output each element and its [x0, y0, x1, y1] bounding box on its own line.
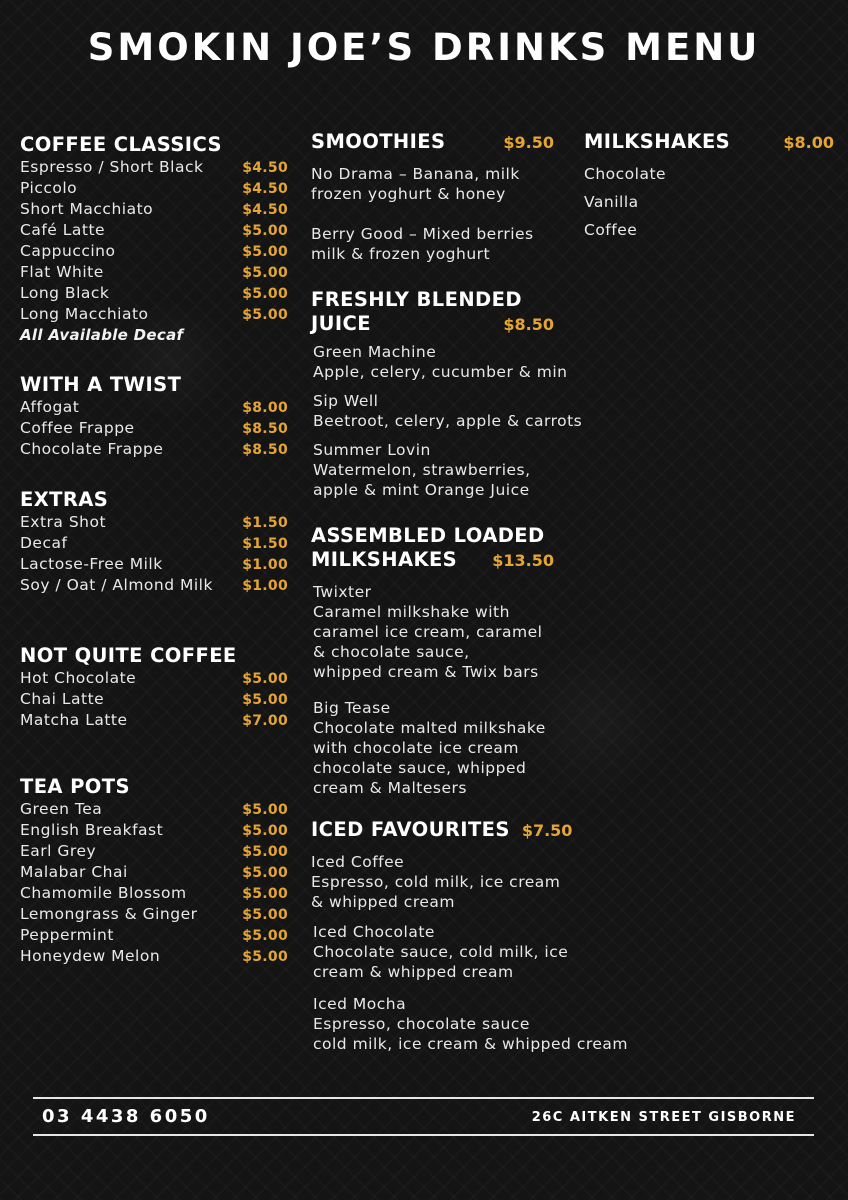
item-description: Watermelon, strawberries, apple & mint Orange Juice	[313, 461, 531, 499]
item-price: $1.00	[242, 557, 288, 573]
smoothie-item: Berry Good – Mixed berries milk & frozen yoghurt	[311, 225, 534, 263]
menu-item-row	[20, 710, 288, 731]
item-name: Earl Grey	[20, 842, 97, 860]
menu-item-row	[20, 241, 288, 262]
item-price: $5.00	[242, 928, 288, 944]
menu-item-row	[20, 178, 288, 199]
item-name: Extra Shot	[20, 513, 107, 531]
smoothies-section	[311, 130, 554, 264]
item-price: $1.50	[242, 536, 288, 552]
iced-favourites-section	[311, 818, 651, 1054]
section-heading: ASSEMBLED LOADED	[311, 524, 545, 547]
item-description: Beetroot, celery, apple & carrots	[313, 412, 583, 430]
item-price: $8.50	[242, 442, 288, 458]
item-name: Long Black	[20, 284, 110, 302]
item-name: Chocolate Frappe	[20, 440, 164, 458]
item-name: English Breakfast	[20, 821, 164, 839]
item-name: Chai Latte	[20, 690, 105, 708]
not-quite-coffee-section	[20, 644, 288, 731]
item-name: Lemongrass & Ginger	[20, 905, 198, 923]
menu-item-row	[20, 841, 288, 862]
coffee-classics-list	[20, 157, 288, 325]
smoothie-item: No Drama – Banana, milk frozen yoghurt & honey	[311, 165, 520, 203]
menu-item-row	[20, 820, 288, 841]
item-price: $5.00	[242, 265, 288, 281]
item-name: Malabar Chai	[20, 863, 128, 881]
item-price: $1.00	[242, 578, 288, 594]
milkshake-flavour: Vanilla	[584, 193, 639, 211]
item-price: $5.00	[242, 844, 288, 860]
milkshake-flavour: Chocolate	[584, 165, 667, 183]
section-heading: MILKSHAKES	[584, 130, 731, 153]
item-description: Espresso, chocolate sauce cold milk, ice cream & whipped cream	[313, 1015, 629, 1053]
menu-item-row	[20, 512, 288, 533]
item-name: Flat White	[20, 263, 104, 281]
item-price: $5.00	[242, 865, 288, 881]
item-name: Chamomile Blossom	[20, 884, 187, 902]
milkshake-flavour: Coffee	[584, 221, 638, 239]
section-heading: EXTRAS	[20, 488, 109, 511]
item-price: $5.00	[242, 286, 288, 302]
item-name: Cappuccino	[20, 242, 116, 260]
item-price: $5.00	[242, 223, 288, 239]
item-description: Apple, celery, cucumber & min	[313, 363, 568, 381]
item-name: Coffee Frappe	[20, 419, 135, 437]
item-name: Iced Mocha	[313, 995, 407, 1013]
item-price: $5.00	[242, 823, 288, 839]
loaded-milkshakes-section	[311, 524, 651, 798]
menu-item-row	[20, 533, 288, 554]
item-description: Chocolate malted milkshake with chocolate ice cream chocolate sauce, whipped cream & Maltesers	[313, 719, 546, 797]
menu-item-row	[20, 668, 288, 689]
iced-favourites-heading-row	[311, 818, 651, 842]
item-price: $5.00	[242, 671, 288, 687]
menu-item-row	[20, 883, 288, 904]
section-heading: SMOOTHIES	[311, 130, 446, 153]
item-price: $5.00	[242, 949, 288, 965]
item-price: $5.00	[242, 307, 288, 323]
address: 26C AITKEN STREET GISBORNE	[531, 1110, 796, 1125]
footer-top-rule	[33, 1097, 814, 1099]
section-heading: FRESHLY BLENDED	[311, 288, 522, 311]
juice-heading-row	[311, 312, 554, 336]
with-a-twist-list	[20, 397, 288, 460]
item-name: Peppermint	[20, 926, 114, 944]
loaded-milkshakes-heading-row	[311, 548, 554, 572]
smoothies-heading-row	[311, 130, 554, 154]
menu-item-row	[20, 304, 288, 325]
left-column	[20, 133, 288, 995]
item-price: $4.50	[242, 160, 288, 176]
item-name: Café Latte	[20, 221, 106, 239]
decaf-note: All Available Decaf	[20, 326, 184, 344]
section-heading: JUICE	[311, 312, 371, 335]
item-price: $5.00	[242, 244, 288, 260]
menu-item-row	[20, 418, 288, 439]
item-description: Espresso, cold milk, ice cream & whipped cream	[311, 873, 561, 911]
item-price: $8.00	[242, 400, 288, 416]
item-name: Long Macchiato	[20, 305, 149, 323]
menu-item-row	[20, 689, 288, 710]
middle-column	[311, 130, 651, 1054]
footer-bottom-rule	[33, 1134, 814, 1136]
item-name: Hot Chocolate	[20, 669, 137, 687]
menu-item-row	[20, 904, 288, 925]
menu-item-row	[20, 397, 288, 418]
section-price: $8.50	[503, 315, 554, 334]
item-description: Caramel milkshake with caramel ice cream, caramel & chocolate sauce, whipped cream & Twix bars	[313, 603, 543, 681]
menu-item-row	[20, 199, 288, 220]
section-heading: NOT QUITE COFFEE	[20, 644, 237, 667]
section-heading: WITH A TWIST	[20, 373, 182, 396]
menu-item-row	[20, 799, 288, 820]
item-name: Sip Well	[313, 392, 379, 410]
section-price: $8.00	[783, 133, 834, 152]
juice-section	[311, 288, 651, 500]
item-name: Piccolo	[20, 179, 78, 197]
juice-item	[313, 342, 651, 500]
tea-pots-list	[20, 799, 288, 967]
item-name: Espresso / Short Black	[20, 158, 204, 176]
item-name: Matcha Latte	[20, 711, 128, 729]
item-price: $1.50	[242, 515, 288, 531]
section-heading: ICED FAVOURITES	[311, 818, 510, 841]
item-name: Soy / Oat / Almond Milk	[20, 576, 213, 594]
item-name: Big Tease	[313, 699, 391, 717]
phone-number[interactable]: 03 4438 6050	[42, 1106, 210, 1127]
section-heading: MILKSHAKES	[311, 548, 458, 571]
item-price: $4.50	[242, 181, 288, 197]
item-price: $8.50	[242, 421, 288, 437]
section-price: $9.50	[503, 133, 554, 152]
not-quite-coffee-list	[20, 668, 288, 731]
item-name: Summer Lovin	[313, 441, 431, 459]
item-name: Decaf	[20, 534, 68, 552]
tea-pots-section	[20, 775, 288, 967]
with-a-twist-section	[20, 373, 288, 460]
menu-item-row	[20, 262, 288, 283]
item-name: Green Tea	[20, 800, 103, 818]
item-price: $5.00	[242, 886, 288, 902]
menu-item-row	[20, 575, 288, 596]
section-price: $7.50	[521, 821, 573, 840]
menu-item-row	[20, 554, 288, 575]
milkshakes-heading-row	[584, 130, 834, 154]
item-description: Chocolate sauce, cold milk, ice cream & whipped cream	[313, 943, 569, 981]
item-name: Twixter	[313, 583, 372, 601]
item-name: Green Machine	[313, 343, 437, 361]
extras-section	[20, 488, 288, 596]
coffee-classics-section	[20, 133, 288, 345]
menu-item-row	[20, 283, 288, 304]
menu-item-row	[20, 946, 288, 967]
menu-item-row	[20, 925, 288, 946]
menu-item-row	[20, 220, 288, 241]
item-name: Lactose-Free Milk	[20, 555, 163, 573]
item-price: $5.00	[242, 692, 288, 708]
section-heading: COFFEE CLASSICS	[20, 133, 222, 156]
item-name: Short Macchiato	[20, 200, 154, 218]
item-name: Iced Coffee	[311, 853, 405, 871]
menu-title: SMOKIN JOE’S DRINKS MENU	[87, 26, 761, 69]
section-heading: TEA POTS	[20, 775, 130, 798]
extras-list	[20, 512, 288, 596]
right-column	[584, 130, 834, 240]
menu-item-row	[20, 862, 288, 883]
item-price: $5.00	[242, 802, 288, 818]
menu-item-row	[20, 439, 288, 460]
menu-item-row	[20, 157, 288, 178]
loaded-milkshake-items	[313, 582, 651, 798]
item-price: $7.00	[242, 713, 288, 729]
item-name: Iced Chocolate	[313, 923, 435, 941]
item-price: $5.00	[242, 907, 288, 923]
item-name: Honeydew Melon	[20, 947, 161, 965]
item-price: $4.50	[242, 202, 288, 218]
item-name: Affogat	[20, 398, 80, 416]
section-price: $13.50	[492, 551, 554, 570]
